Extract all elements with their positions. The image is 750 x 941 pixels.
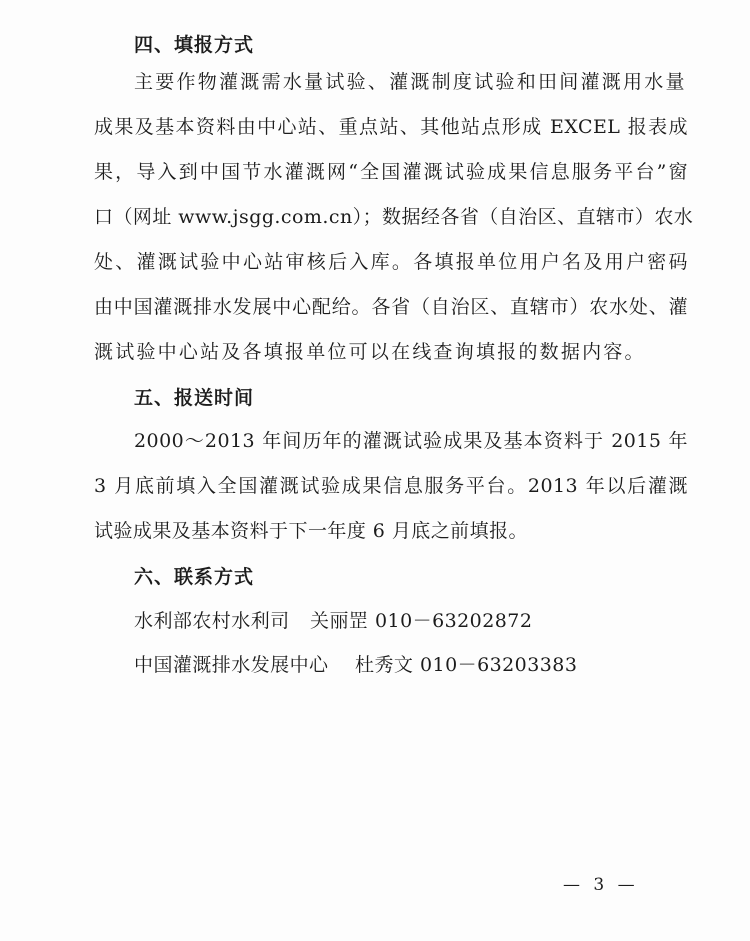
section4-heading: 四、填报方式: [134, 34, 255, 56]
contact-org: 水利部农村水利司: [134, 610, 290, 632]
contact-org: 中国灌溉排水发展中心: [134, 654, 329, 676]
contact-person: 杜秀文: [355, 654, 414, 676]
section4-line-4: 口（网址 www.jsgg.com.cn）；数据经各省（自治区、直辖市）农水: [94, 206, 694, 228]
contact-phone: 010－63202872: [375, 610, 533, 632]
section4-line-7: 溉试验中心站及各填报单位可以在线查询填报的数据内容。: [94, 341, 644, 363]
section6-heading: 六、联系方式: [134, 566, 255, 588]
contact-person: 关丽罡: [310, 610, 369, 632]
section4-line-3: 果，导入到中国节水灌溉网“全国灌溉试验成果信息服务平台”窗: [94, 161, 688, 183]
section5-line-3: 试验成果及基本资料于下一年度 6 月底之前填报。: [94, 520, 528, 542]
section4-line-6: 由中国灌溉排水发展中心配给。各省（自治区、直辖市）农水处、灌: [94, 296, 688, 318]
section4-line-5: 处、灌溉试验中心站审核后入库。各填报单位用户名及用户密码: [94, 251, 688, 273]
section4-line-2: 成果及基本资料由中心站、重点站、其他站点形成 EXCEL 报表成: [94, 116, 688, 138]
contact-row-1: [134, 609, 532, 633]
section5-line-2: 3 月底前填入全国灌溉试验成果信息服务平台。2013 年以后灌溉: [94, 475, 688, 497]
section5-line-1: 2000～2013 年间历年的灌溉试验成果及基本资料于 2015 年: [134, 430, 688, 452]
section5-heading: 五、报送时间: [134, 387, 255, 409]
contact-row-2: [134, 653, 577, 677]
contact-phone: 010－63203383: [420, 654, 578, 676]
page-number: — 3 —: [563, 875, 639, 895]
section4-line-1: 主要作物灌溉需水量试验、灌溉制度试验和田间灌溉用水量: [134, 71, 685, 93]
